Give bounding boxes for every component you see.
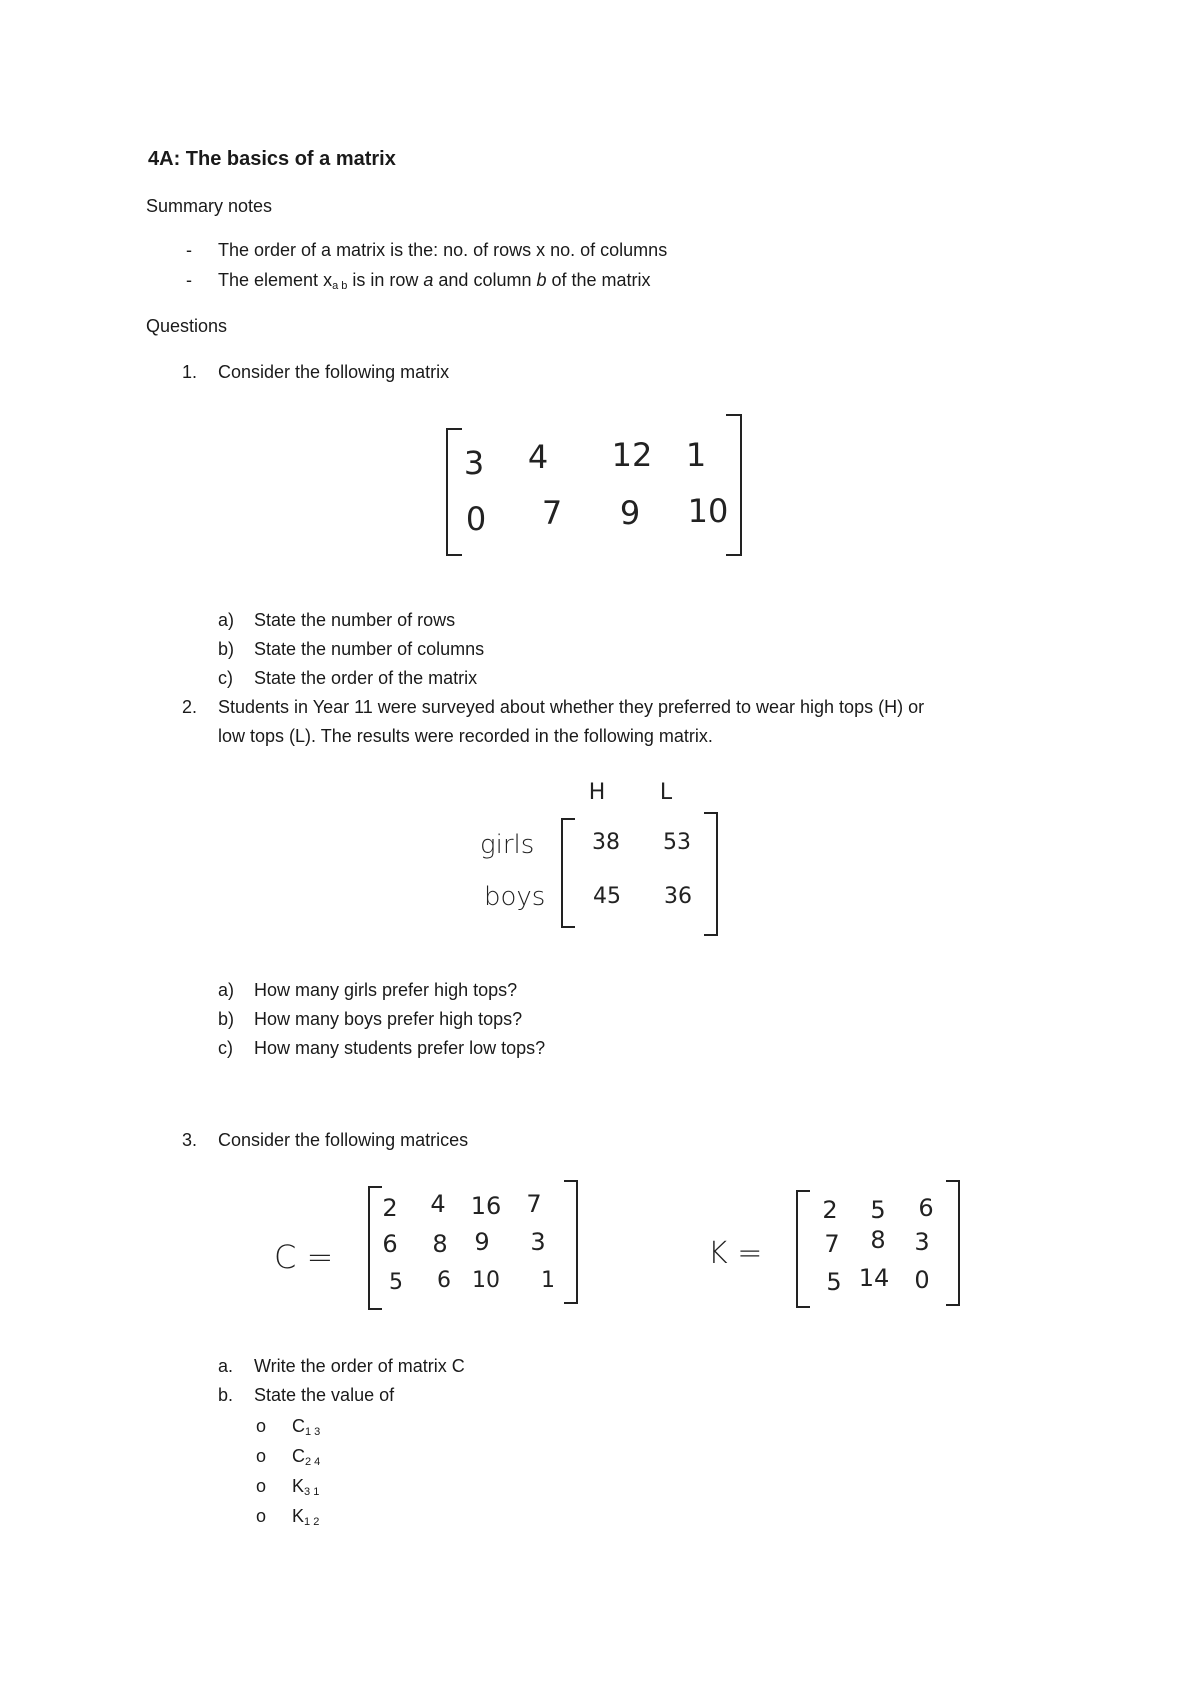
left-bracket — [796, 1190, 810, 1308]
matrix-cell: 6 — [437, 1268, 451, 1293]
matrix-cell: 7 — [824, 1230, 840, 1258]
q2-part-text: How many boys prefer high tops? — [254, 1009, 523, 1029]
element-k12: $K_{1 2}$ — [292, 1506, 320, 1528]
matrix-cell: 5 — [870, 1196, 886, 1224]
row-label: boys — [484, 882, 546, 912]
element-k31: $K_{3 1}$ — [292, 1476, 320, 1498]
matrix-cell: 16 — [470, 1192, 502, 1220]
left-bracket — [368, 1186, 382, 1310]
matrix-cell: 2 — [382, 1194, 398, 1222]
q3-part-text: State the value of — [254, 1385, 395, 1405]
matrix-cell: 3 — [530, 1228, 546, 1256]
q1-part-label: c) — [218, 668, 233, 688]
q2-text-line1: Students in Year 11 were surveyed about whether they preferred to wear high tops (H) or — [218, 697, 925, 717]
bullet-marker: - — [186, 270, 192, 290]
q1-part-text: State the number of rows — [254, 610, 456, 630]
matrix-cell: 0 — [465, 500, 487, 538]
q2-part-label: b) — [218, 1009, 235, 1029]
matrix-cell: 7 — [526, 1190, 542, 1218]
matrix-k-label: K = — [708, 1236, 763, 1271]
q1-text: Consider the following matrix — [218, 362, 450, 382]
matrix-cell: 4 — [430, 1190, 446, 1218]
right-bracket — [726, 414, 742, 556]
q2-part-label: c) — [218, 1038, 233, 1058]
q2-text-line2: low tops (L). The results were recorded in the following matrix. — [218, 726, 713, 746]
matrix-cell: 6 — [918, 1194, 934, 1222]
matrix-cell: 1 — [685, 436, 707, 474]
page-title: 4A: The basics of a matrix — [148, 148, 396, 170]
q1-part-label: a) — [218, 610, 235, 630]
matrix-cell: 8 — [870, 1226, 886, 1254]
matrix-c-label: C = — [274, 1238, 334, 1276]
q2-number: 2. — [182, 697, 198, 717]
element-c13: $C_{1 3}$ — [292, 1416, 321, 1438]
column-label: H — [588, 780, 606, 805]
left-bracket — [446, 428, 462, 556]
q3-part-label: b. — [218, 1385, 234, 1405]
matrix-cell: 10 — [472, 1268, 500, 1293]
matrix-cell: 2 — [822, 1196, 838, 1224]
q3-part-text: Write the order of matrix C — [254, 1356, 465, 1376]
q3-part-label: a. — [218, 1356, 234, 1376]
right-bracket — [704, 812, 718, 936]
right-bracket — [946, 1180, 960, 1306]
q3-text: Consider the following matrices — [218, 1130, 469, 1150]
q1-number: 1. — [182, 362, 198, 382]
matrix-cell: 3 — [914, 1228, 930, 1256]
matrix-cell: 45 — [593, 884, 621, 909]
matrix-cell: 10 — [687, 492, 729, 530]
matrix-cell: 9 — [619, 494, 641, 532]
q1-part-text: State the number of columns — [254, 639, 485, 659]
list-marker: o — [256, 1476, 267, 1496]
matrix-cell: 3 — [463, 444, 485, 482]
matrix-cell: 1 — [541, 1268, 555, 1293]
summary-heading: Summary notes — [146, 196, 273, 216]
q2-part-text: How many girls prefer high tops? — [254, 980, 518, 1000]
matrix-cell: 6 — [382, 1230, 398, 1258]
matrix-cell: 8 — [432, 1230, 448, 1258]
q1-part-label: b) — [218, 639, 235, 659]
matrix-cell: 53 — [663, 830, 691, 855]
summary-bullet-order: The order of a matrix is the: no. of rows x no. of columns — [218, 240, 668, 260]
q1-part-text: State the order of the matrix — [254, 668, 478, 688]
matrix-cell: 9 — [474, 1228, 490, 1256]
left-bracket — [561, 818, 575, 928]
q2-part-label: a) — [218, 980, 235, 1000]
element-c24: $C_{2 4}$ — [292, 1446, 321, 1468]
matrix-cell: 12 — [611, 436, 653, 474]
q2-part-text: How many students prefer low tops? — [254, 1038, 546, 1058]
matrix-cell: 5 — [389, 1270, 403, 1295]
q3-number: 3. — [182, 1130, 198, 1150]
matrix-cell: 5 — [826, 1268, 842, 1296]
matrix-cell: 38 — [592, 830, 620, 855]
questions-heading: Questions — [146, 316, 228, 336]
list-marker: o — [256, 1506, 267, 1526]
matrix-cell: 36 — [664, 884, 692, 909]
matrix-cell: 14 — [858, 1264, 890, 1292]
list-marker: o — [256, 1446, 267, 1466]
row-label: girls — [480, 830, 535, 860]
list-marker: o — [256, 1416, 267, 1436]
summary-bullet-element: The element $x_{a b}$ is in row a and column b of the matrix — [218, 270, 651, 292]
bullet-marker: - — [186, 240, 192, 260]
right-bracket — [564, 1180, 578, 1304]
matrix-cell: 4 — [527, 438, 549, 476]
matrix-cell: 0 — [914, 1266, 930, 1294]
column-label: L — [659, 780, 673, 805]
matrix-cell: 7 — [541, 494, 563, 532]
